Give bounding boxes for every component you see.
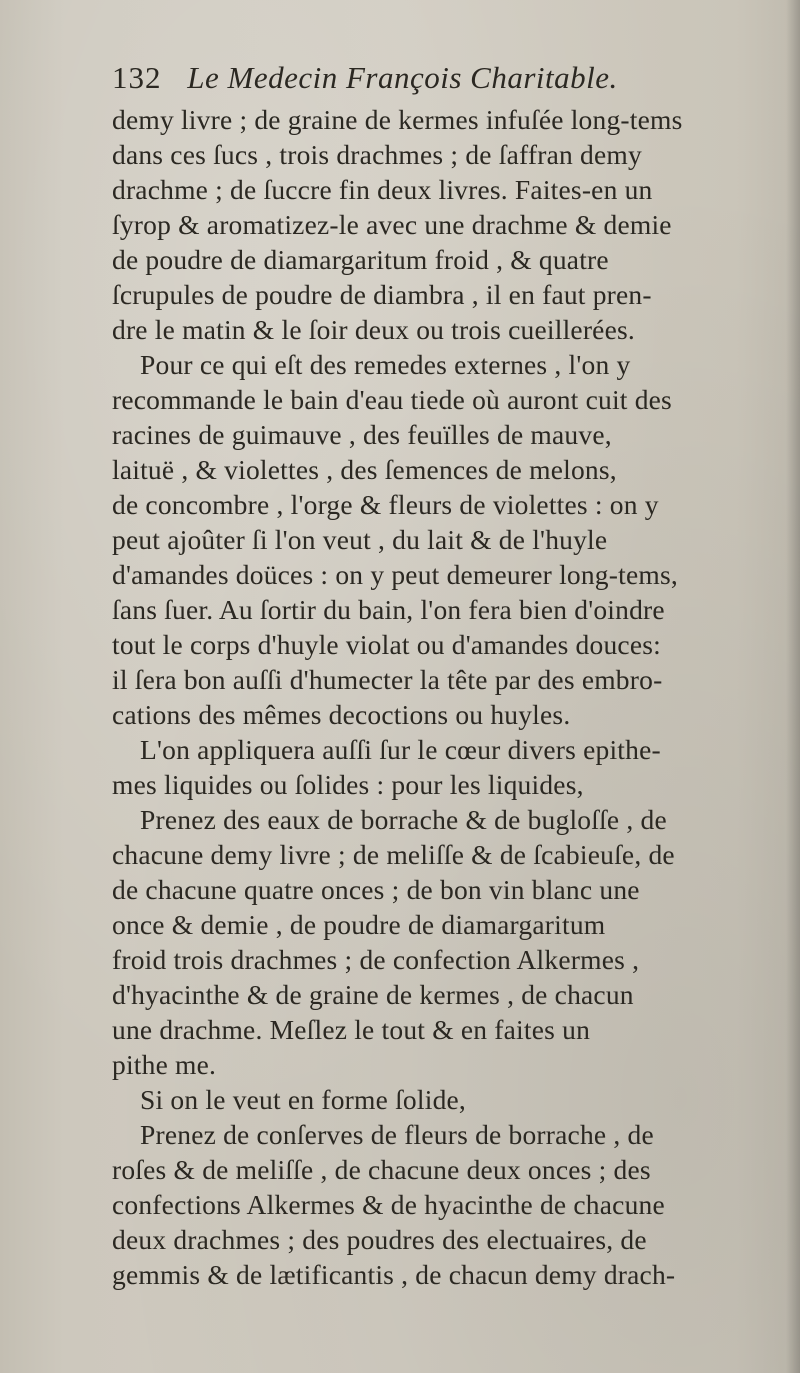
text-line: de poudre de diamargaritum froid , & quatre: [112, 244, 609, 275]
page-number: 132: [112, 60, 162, 95]
text-line: ſyrop & aromatizez-le avec une drachme & demie: [112, 209, 672, 240]
text-line: dre le matin & le ſoir deux ou trois cueillerées.: [112, 314, 635, 345]
text-line: laituë , & violettes , des ſemences de melons,: [112, 454, 617, 485]
text-line: ſcrupules de poudre de diambra , il en faut pren-: [112, 279, 652, 310]
text-line: de concombre , l'orge & fleurs de violettes : on y: [112, 489, 659, 520]
paragraph-start-line: Prenez des eaux de borrache & de bugloſſe , de: [140, 804, 667, 835]
text-line: deux drachmes ; des poudres des electuaires, de: [112, 1224, 647, 1255]
text-line: roſes & de meliſſe , de chacune deux onces ; des: [112, 1154, 651, 1185]
text-line: une drachme. Meſlez le tout & en faites un: [112, 1014, 591, 1045]
body-text: [112, 102, 800, 1292]
text-line: demy livre ; de graine de kermes infuſée long-tems: [112, 104, 683, 135]
paragraph-start-line: L'on appliquera auſſi ſur le cœur divers epithe-: [140, 734, 661, 765]
text-line: recommande le bain d'eau tiede où auront cuit des: [112, 384, 672, 415]
paragraph-start-line: Prenez de conſerves de fleurs de borrache , de: [140, 1119, 654, 1150]
paragraph-start-line: Si on le veut en forme ſolide,: [140, 1084, 466, 1115]
text-line: confections Alkermes & de hyacinthe de chacune: [112, 1189, 665, 1220]
running-title: Le Medecin François Charitable.: [187, 60, 618, 95]
text-line: d'hyacinthe & de graine de kermes , de chacun: [112, 979, 634, 1010]
text-line: de chacune quatre onces ; de bon vin blanc une: [112, 874, 640, 905]
text-line: dans ces ſucs , trois drachmes ; de ſaffran demy: [112, 139, 642, 170]
text-line: drachme ; de ſuccre fin deux livres. Faites-en un: [112, 174, 653, 205]
text-line: froid trois drachmes ; de confection Alkermes ,: [112, 944, 640, 975]
text-line: chacune demy livre ; de meliſſe & de ſcabieuſe, de: [112, 839, 675, 870]
text-line: cations des mêmes decoctions ou huyles.: [112, 699, 571, 730]
text-line: il ſera bon auſſi d'humecter la tête par des embro-: [112, 664, 663, 695]
text-line: ſans ſuer. Au ſortir du bain, l'on fera bien d'oindre: [112, 594, 665, 625]
text-line: racines de guimauve , des feuïlles de mauve,: [112, 419, 612, 450]
text-line: tout le corps d'huyle violat ou d'amandes douces:: [112, 629, 661, 660]
text-line: d'amandes doüces : on y peut demeurer long-tems,: [112, 559, 678, 590]
text-line: once & demie , de poudre de diamargaritum: [112, 909, 606, 940]
text-line: mes liquides ou ſolides : pour les liquides,: [112, 769, 584, 800]
paragraph-start-line: Pour ce qui eſt des remedes externes , l'on y: [140, 349, 631, 380]
text-line: peut ajoûter ſi l'on veut , du lait & de l'huyle: [112, 524, 608, 555]
text-line: pithe me.: [112, 1049, 217, 1080]
text-line: gemmis & de lætificantis , de chacun demy drach-: [112, 1259, 676, 1290]
